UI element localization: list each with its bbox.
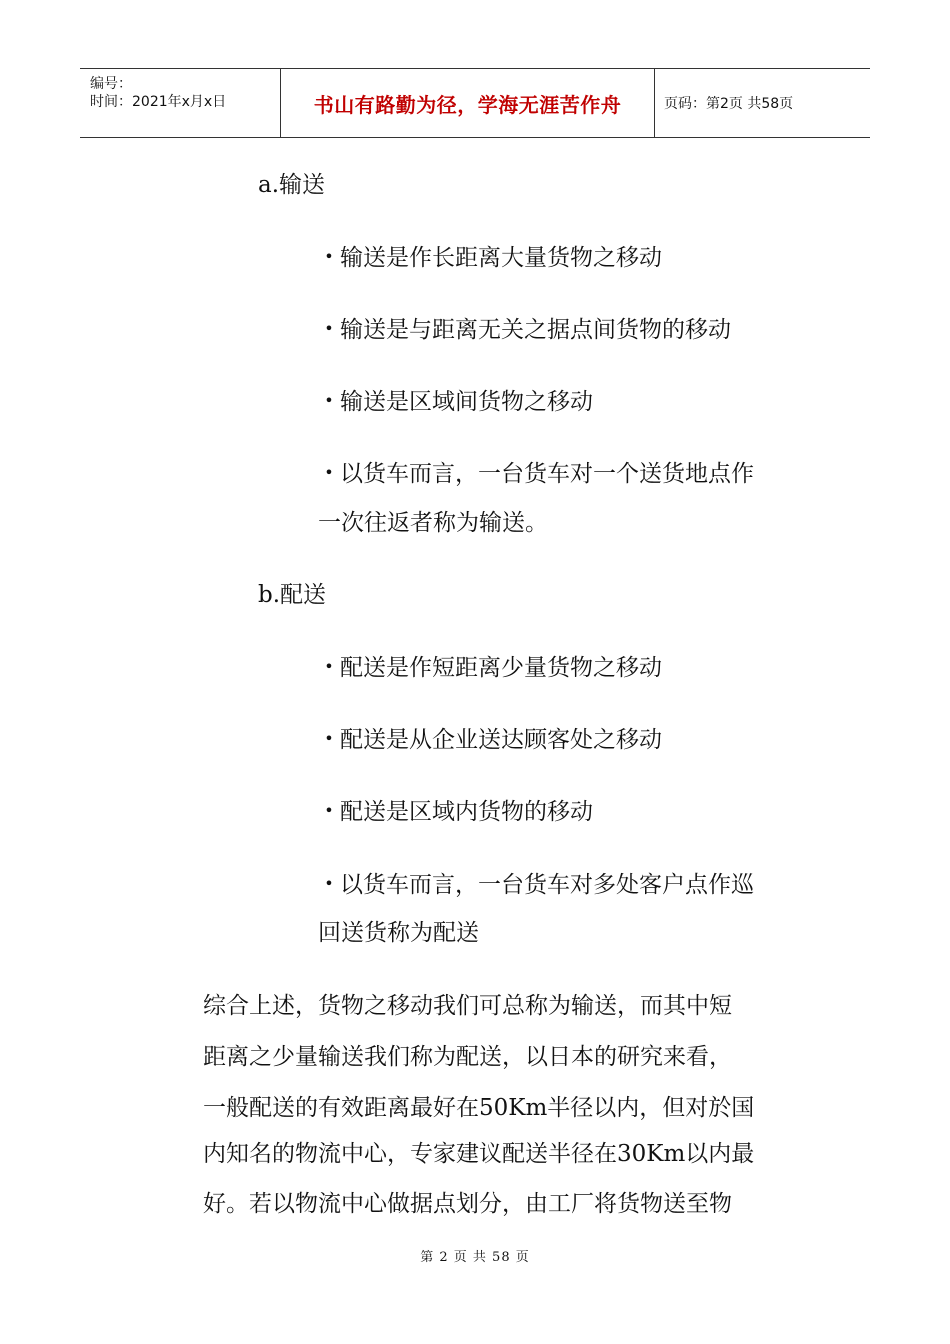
list-item-text: 输送是区域间货物之移动 <box>340 389 593 415</box>
header-page-info: 页码：第2页 共58页 <box>664 96 794 112</box>
list-item-text: 以货车而言，一台货车对多处客户点作巡 <box>340 872 754 898</box>
bullet-icon: • <box>324 874 334 893</box>
list-item <box>318 724 662 755</box>
list-item-text: 以货车而言，一台货车对一个送货地点作 <box>340 461 754 487</box>
page-footer: 第 2 页 共 58 页 <box>420 1250 530 1265</box>
list-item-text: 配送是从企业送达顾客处之移动 <box>340 727 662 753</box>
bullet-icon: • <box>324 657 334 676</box>
bullet-icon: • <box>324 391 334 410</box>
header-meta-cell <box>80 69 280 137</box>
header-divider <box>654 69 655 137</box>
paragraph-line: 综合上述，货物之移动我们可总称为输送，而其中短 <box>203 993 732 1019</box>
bullet-icon: • <box>324 247 334 266</box>
doc-number-label: 编号： <box>90 76 132 92</box>
list-item-continuation: 一次往返者称为输送。 <box>318 510 548 536</box>
header-motto: 书山有路勤为径，学海无涯苦作舟 <box>313 92 622 117</box>
list-item <box>318 386 593 417</box>
list-item-text: 配送是作短距离少量货物之移动 <box>340 655 662 681</box>
document-header <box>80 68 870 138</box>
list-item <box>318 652 662 683</box>
bullet-icon: • <box>324 729 334 748</box>
list-item-text: 配送是区域内货物的移动 <box>340 799 593 825</box>
paragraph-line: 距离之少量输送我们称为配送，以日本的研究来看， <box>203 1044 732 1070</box>
section-a-heading: a.输送 <box>258 172 326 198</box>
paragraph-line: 内知名的物流中心，专家建议配送半径在30Km以内最 <box>203 1141 755 1167</box>
list-item <box>318 314 731 345</box>
bullet-icon: • <box>324 319 334 338</box>
bullet-icon: • <box>324 463 334 482</box>
list-item <box>318 458 754 489</box>
list-item-text: 输送是与距离无关之据点间货物的移动 <box>340 317 731 343</box>
doc-time-label: 时间：2021年x月x日 <box>90 94 227 110</box>
list-item-text: 输送是作长距离大量货物之移动 <box>340 245 662 271</box>
paragraph-line: 好。若以物流中心做据点划分，由工厂将货物送至物 <box>203 1191 732 1217</box>
list-item <box>318 869 754 900</box>
bullet-icon: • <box>324 801 334 820</box>
paragraph-line: 一般配送的有效距离最好在50Km半径以内，但对於国 <box>203 1095 755 1121</box>
list-item-continuation: 回送货称为配送 <box>318 920 479 946</box>
list-item <box>318 242 662 273</box>
list-item <box>318 796 593 827</box>
section-b-heading: b.配送 <box>258 582 327 608</box>
